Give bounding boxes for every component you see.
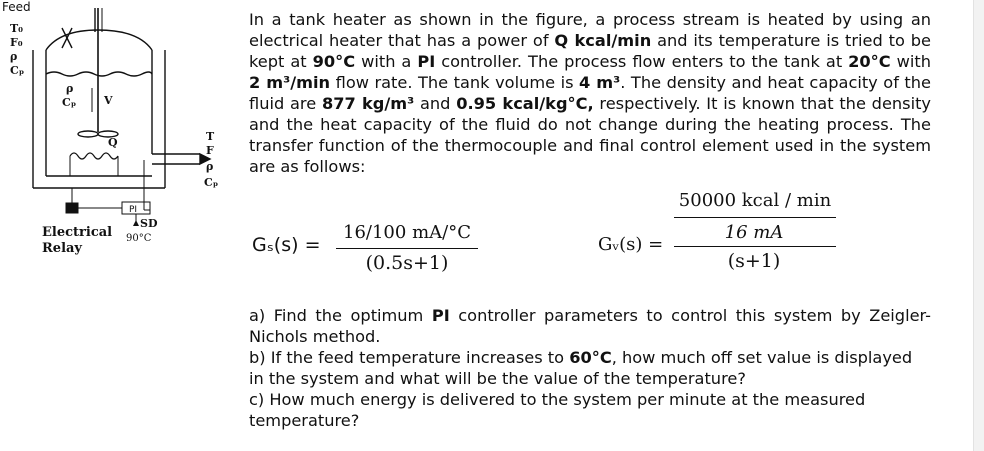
inlet-label-f0: F₀ bbox=[10, 36, 23, 49]
question-c: c) How much energy is delivered to the system per minute at the measured temperature? bbox=[249, 390, 866, 430]
tank-volume: 4 m³ bbox=[579, 73, 621, 92]
flow-rate: 2 m³/min bbox=[249, 73, 331, 92]
heat-capacity: 0.95 kcal/kg°C, bbox=[456, 94, 594, 113]
gs-fraction-bar bbox=[336, 248, 478, 249]
electrical-relay-box bbox=[66, 203, 78, 213]
gv-top-bar bbox=[674, 217, 836, 218]
setpoint-temperature: 90°C bbox=[312, 52, 356, 71]
thermocouple-transfer-function bbox=[252, 222, 492, 282]
outlet-label-f: F bbox=[206, 144, 214, 157]
heater-label-q: Q bbox=[108, 136, 118, 149]
outlet-label-cp: Cₚ bbox=[204, 176, 219, 189]
gv-fraction-bar bbox=[674, 246, 836, 247]
inlet-label-t0: T₀ bbox=[10, 22, 24, 35]
sd-label: SD bbox=[140, 217, 158, 230]
inlet-label-cp: Cₚ bbox=[10, 64, 25, 77]
gv-numerator: 16 mA bbox=[724, 222, 784, 243]
vertical-scrollbar[interactable] bbox=[973, 0, 984, 451]
relay-label-line1: Electrical bbox=[42, 225, 113, 240]
heater-coil bbox=[70, 153, 118, 159]
feed-label: Feed bbox=[2, 0, 31, 14]
gs-numerator: 16/100 mA/°C bbox=[343, 222, 471, 243]
question-a: a) Find the optimum PI controller parameters to control this system by Zeigler-Nichols method. bbox=[249, 306, 932, 346]
gv-denominator: (s+1) bbox=[727, 250, 781, 272]
tank-label-cp: Cₚ bbox=[62, 96, 77, 109]
controller-type: PI bbox=[417, 52, 436, 71]
liquid-surface bbox=[46, 72, 152, 76]
question-b: b) If the feed temperature increases to 60°C, how much off set value is displayed in the system and what will be the value of the temperature? bbox=[249, 348, 913, 388]
inlet-label-rho: ρ bbox=[10, 50, 18, 63]
gs-denominator: (0.5s+1) bbox=[365, 252, 449, 274]
relay-label-line2: Relay bbox=[42, 241, 82, 256]
tank-heater-figure bbox=[0, 0, 240, 451]
fluid-density: 877 kg/m³ bbox=[321, 94, 415, 113]
gv-lhs: Gᵥ(s) = bbox=[598, 234, 664, 255]
heater-power: Q kcal/min bbox=[554, 31, 652, 50]
problem-statement: In a tank heater as shown in the figure, a process stream is heated by using an electrical heater that has a power of Q kcal/min and its temperature is tried to be kept at 90°C with a PI controller. The process flow enters to the tank at 20°C with 2 m³/min flow rate. The tank volume is 4 m³. The density and heat capacity of the fluid are 877 kg/m³ and 0.95 kcal/kg°C, respectively. It is known that the density and the heat capacity of the fluid do not change during the heating process. The transfer function of the thermocouple and final control element used in the system are as follows: bbox=[249, 10, 932, 176]
outlet-label-rho: ρ bbox=[206, 160, 214, 173]
final-control-element-transfer-function bbox=[598, 190, 848, 282]
outlet-label-t: T bbox=[206, 130, 215, 143]
controller-label: PI bbox=[129, 205, 138, 215]
tank-label-v: V bbox=[104, 94, 113, 107]
inlet-temperature: 20°C bbox=[848, 52, 891, 71]
tank-label-rho: ρ bbox=[66, 82, 74, 95]
setpoint-label: 90°C bbox=[126, 233, 152, 244]
gs-lhs: Gₛ(s) = bbox=[252, 234, 321, 256]
gv-top: 50000 kcal / min bbox=[678, 190, 832, 211]
questions-list bbox=[249, 305, 931, 431]
